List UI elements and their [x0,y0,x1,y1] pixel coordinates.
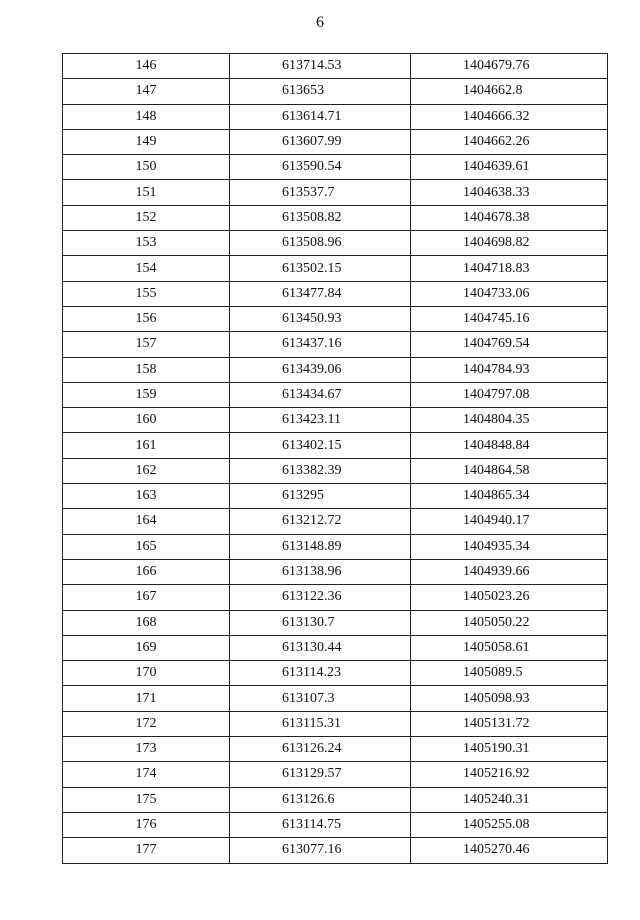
y-coordinate-cell: 1404718.83 [411,256,608,281]
point-number-cell: 156 [63,306,230,331]
point-number-cell: 151 [63,180,230,205]
table-row [63,509,608,534]
x-coordinate-cell: 613508.82 [230,205,411,230]
table-row [63,281,608,306]
x-coordinate-cell: 613423.11 [230,408,411,433]
y-coordinate-cell: 1404639.61 [411,155,608,180]
point-number-cell: 157 [63,332,230,357]
point-number-cell: 163 [63,484,230,509]
point-number-cell: 158 [63,357,230,382]
coordinates-table-body [63,54,608,864]
x-coordinate-cell: 613138.96 [230,559,411,584]
table-row [63,155,608,180]
y-coordinate-cell: 1405023.26 [411,585,608,610]
point-number-cell: 176 [63,812,230,837]
table-row [63,534,608,559]
table-row [63,306,608,331]
y-coordinate-cell: 1405240.31 [411,787,608,812]
point-number-cell: 172 [63,711,230,736]
x-coordinate-cell: 613148.89 [230,534,411,559]
table-row [63,357,608,382]
y-coordinate-cell: 1405131.72 [411,711,608,736]
table-row [63,382,608,407]
x-coordinate-cell: 613439.06 [230,357,411,382]
point-number-cell: 177 [63,838,230,863]
y-coordinate-cell: 1404662.26 [411,129,608,154]
y-coordinate-cell: 1404797.08 [411,382,608,407]
table-row [63,787,608,812]
point-number-cell: 168 [63,610,230,635]
y-coordinate-cell: 1404865.34 [411,484,608,509]
x-coordinate-cell: 613126.24 [230,737,411,762]
x-coordinate-cell: 613477.84 [230,281,411,306]
point-number-cell: 150 [63,155,230,180]
point-number-cell: 148 [63,104,230,129]
table-row [63,79,608,104]
table-row [63,585,608,610]
y-coordinate-cell: 1404769.54 [411,332,608,357]
point-number-cell: 164 [63,509,230,534]
x-coordinate-cell: 613653 [230,79,411,104]
y-coordinate-cell: 1404662.8 [411,79,608,104]
x-coordinate-cell: 613537.7 [230,180,411,205]
table-row [63,458,608,483]
y-coordinate-cell: 1404940.17 [411,509,608,534]
x-coordinate-cell: 613590.54 [230,155,411,180]
table-row [63,129,608,154]
y-coordinate-cell: 1404804.35 [411,408,608,433]
table-row [63,205,608,230]
table-row [63,231,608,256]
point-number-cell: 170 [63,661,230,686]
x-coordinate-cell: 613114.23 [230,661,411,686]
point-number-cell: 149 [63,129,230,154]
y-coordinate-cell: 1405190.31 [411,737,608,762]
table-row [63,408,608,433]
x-coordinate-cell: 613402.15 [230,433,411,458]
table-row [63,762,608,787]
point-number-cell: 154 [63,256,230,281]
x-coordinate-cell: 613122.36 [230,585,411,610]
point-number-cell: 146 [63,54,230,79]
y-coordinate-cell: 1404864.58 [411,458,608,483]
x-coordinate-cell: 613077.16 [230,838,411,863]
y-coordinate-cell: 1404935.34 [411,534,608,559]
table-row [63,180,608,205]
point-number-cell: 169 [63,635,230,660]
coordinates-table [62,53,608,864]
table-row [63,54,608,79]
y-coordinate-cell: 1404939.66 [411,559,608,584]
table-row [63,433,608,458]
table-row [63,610,608,635]
x-coordinate-cell: 613115.31 [230,711,411,736]
point-number-cell: 173 [63,737,230,762]
y-coordinate-cell: 1405089.5 [411,661,608,686]
x-coordinate-cell: 613714.53 [230,54,411,79]
x-coordinate-cell: 613450.93 [230,306,411,331]
x-coordinate-cell: 613130.7 [230,610,411,635]
table-row [63,838,608,863]
table-row [63,661,608,686]
point-number-cell: 152 [63,205,230,230]
table-row [63,737,608,762]
table-row [63,484,608,509]
x-coordinate-cell: 613126.6 [230,787,411,812]
y-coordinate-cell: 1404848.84 [411,433,608,458]
x-coordinate-cell: 613508.96 [230,231,411,256]
point-number-cell: 153 [63,231,230,256]
x-coordinate-cell: 613212.72 [230,509,411,534]
x-coordinate-cell: 613114.75 [230,812,411,837]
point-number-cell: 171 [63,686,230,711]
point-number-cell: 161 [63,433,230,458]
y-coordinate-cell: 1404784.93 [411,357,608,382]
x-coordinate-cell: 613502.15 [230,256,411,281]
point-number-cell: 174 [63,762,230,787]
y-coordinate-cell: 1404733.06 [411,281,608,306]
y-coordinate-cell: 1404666.32 [411,104,608,129]
y-coordinate-cell: 1404679.76 [411,54,608,79]
y-coordinate-cell: 1405050.22 [411,610,608,635]
x-coordinate-cell: 613614.71 [230,104,411,129]
point-number-cell: 165 [63,534,230,559]
point-number-cell: 160 [63,408,230,433]
y-coordinate-cell: 1404638.33 [411,180,608,205]
table-row [63,812,608,837]
point-number-cell: 175 [63,787,230,812]
x-coordinate-cell: 613382.39 [230,458,411,483]
y-coordinate-cell: 1405270.46 [411,838,608,863]
x-coordinate-cell: 613607.99 [230,129,411,154]
y-coordinate-cell: 1405216.92 [411,762,608,787]
y-coordinate-cell: 1405058.61 [411,635,608,660]
x-coordinate-cell: 613130.44 [230,635,411,660]
table-row [63,711,608,736]
y-coordinate-cell: 1405098.93 [411,686,608,711]
table-row [63,686,608,711]
point-number-cell: 166 [63,559,230,584]
table-row [63,635,608,660]
point-number-cell: 167 [63,585,230,610]
x-coordinate-cell: 613437.16 [230,332,411,357]
x-coordinate-cell: 613295 [230,484,411,509]
point-number-cell: 159 [63,382,230,407]
x-coordinate-cell: 613434.67 [230,382,411,407]
y-coordinate-cell: 1405255.08 [411,812,608,837]
table-row [63,104,608,129]
table-row [63,559,608,584]
point-number-cell: 147 [63,79,230,104]
y-coordinate-cell: 1404745.16 [411,306,608,331]
table-row [63,332,608,357]
table-row [63,256,608,281]
point-number-cell: 162 [63,458,230,483]
y-coordinate-cell: 1404678.38 [411,205,608,230]
y-coordinate-cell: 1404698.82 [411,231,608,256]
x-coordinate-cell: 613129.57 [230,762,411,787]
point-number-cell: 155 [63,281,230,306]
x-coordinate-cell: 613107.3 [230,686,411,711]
page-number: 6 [316,14,324,31]
